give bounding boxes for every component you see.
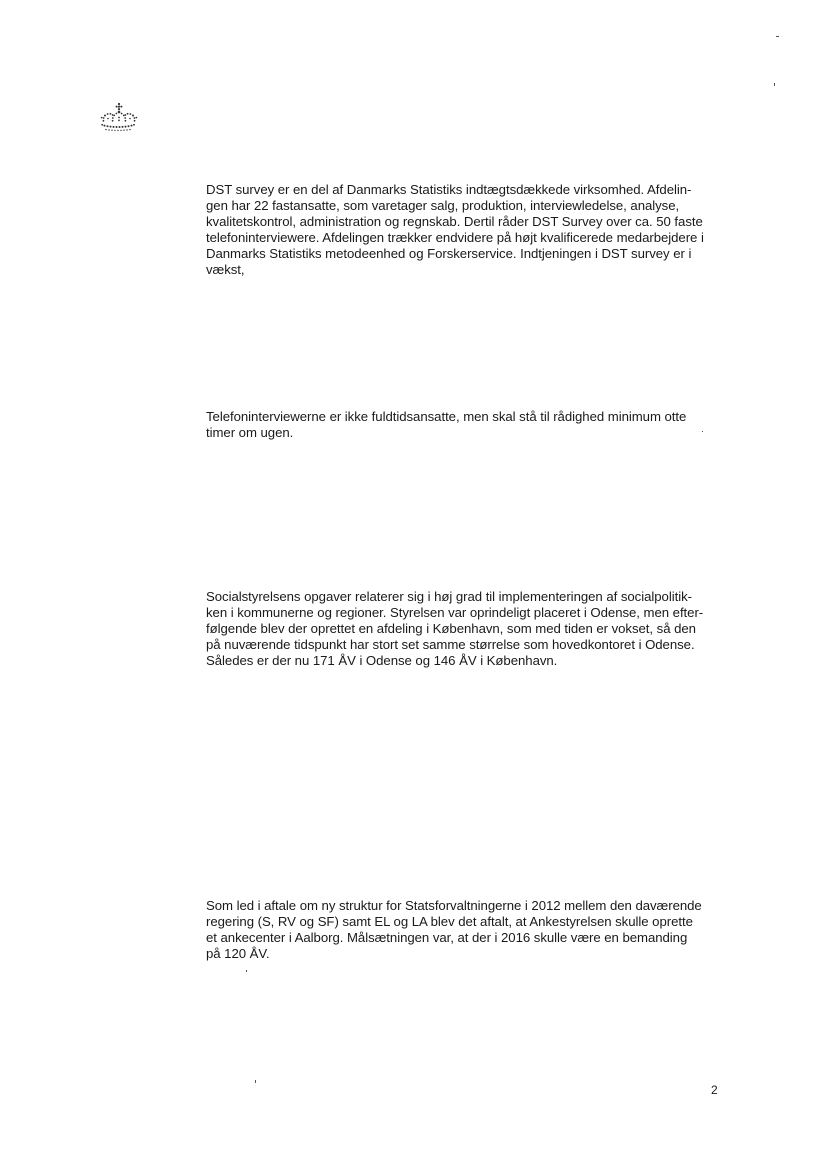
paragraph-line: ken i kommunerne og regioner. Styrelsen var oprindeligt placeret i Odense, men efter- — [206, 604, 704, 620]
page-number: 2 — [711, 1083, 718, 1097]
paragraph-line: Som led i aftale om ny struktur for Statsforvaltningerne i 2012 mellem den daværende — [206, 898, 702, 913]
paragraph-line: Socialstyrelsens opgaver relaterer sig i høj grad til implementeringen af socialpolitik- — [206, 589, 692, 604]
paragraph-line: Telefoninterviewerne er ikke fuldtidsansatte, men skal stå til rådighed minimum otte — [206, 409, 687, 424]
paragraph-line: DST survey er en del af Danmarks Statistiks indtægtsdækkede virksomhed. Afdelin- — [206, 182, 692, 197]
paragraph-line: kvalitetskontrol, administration og regnskab. Dertil råder DST Survey over ca. 50 faste — [206, 213, 703, 229]
scan-speck — [246, 970, 247, 972]
paragraph-socialstyrelsen — [206, 589, 726, 669]
scan-speck — [702, 431, 703, 432]
paragraph-line: regering (S, RV og SF) samt EL og LA blev det aftalt, at Ankestyrelsen skulle oprette — [206, 913, 693, 929]
paragraph-telefoninterviewere — [206, 409, 726, 441]
paragraph-line: telefoninterviewere. Afdelingen trækker endvidere på højt kvalificerede medarbejdere i — [206, 229, 704, 245]
scan-speck — [255, 1080, 256, 1083]
paragraph-line: timer om ugen. — [206, 424, 294, 440]
paragraph-line: følgende blev der oprettet en afdeling i København, som med tiden er vokset, så den — [206, 620, 696, 636]
paragraph-line: på nuværende tidspunkt har stort set samme størrelse som hovedkontoret i Odense. — [206, 636, 695, 652]
paragraph-line: Danmarks Statistiks metodeenhed og Forskerservice. Indtjeningen i DST survey er i — [206, 245, 692, 261]
scan-speck — [774, 83, 775, 86]
paragraph-dst-survey — [206, 182, 726, 277]
paragraph-line: gen har 22 fastansatte, som varetager salg, produktion, interviewledelse, analyse, — [206, 197, 680, 213]
paragraph-line: vækst, — [206, 261, 245, 277]
paragraph-ankestyrelsen — [206, 898, 726, 962]
paragraph-line: et ankecenter i Aalborg. Målsætningen var, at der i 2016 skulle være en bemanding — [206, 929, 688, 945]
paragraph-line: Således er der nu 171 ÅV i Odense og 146 ÅV i København. — [206, 652, 558, 668]
paragraph-line: på 120 ÅV. — [206, 945, 270, 961]
crown-logo-icon — [100, 102, 138, 134]
scan-speck — [776, 36, 779, 37]
